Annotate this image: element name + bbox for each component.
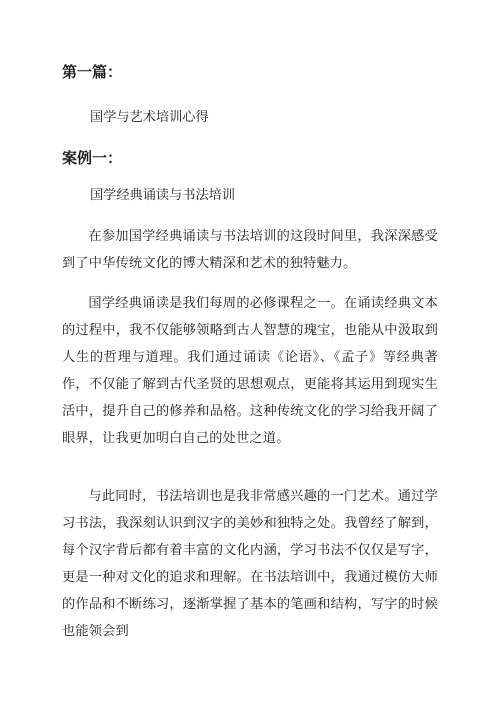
case-subtitle: 国学经典诵读与书法培训 [90, 188, 236, 203]
article-title: 国学与艺术培训心得 [90, 110, 209, 125]
case-title: 案例一： [62, 149, 123, 167]
paragraph-intro: 在参加国学经典诵读与书法培训的这段时间里，我深深感受到了中华传统文化的博大精深和艺术的独特魅力。 [62, 229, 438, 271]
paragraph-classics-reading: 国学经典诵读是我们每周的必修课程之一。在诵读经典文本的过程中，我不仅能够领略到古人智慧的瑰宝，也能从中汲取到人生的哲理与道理。我们通过诵读《论语》、《孟子》等经典著作，不仅能了解到古代圣贤的思想观点，更能将其运用到现实生活中，提升自己的修养和品格。这种传统文化的学习给我开阔了眼界，让我更加明白自己的处世之道。 [62, 296, 438, 446]
section-title: 第一篇： [62, 63, 123, 81]
paragraph-calligraphy: 与此同时，书法培训也是我非常感兴趣的一门艺术。通过学习书法，我深刻认识到汉字的美妙和独特之处。我曾经了解到，每个汉字背后都有着丰富的文化内涵，学习书法不仅仅是写字，更是一种对文化的追求和理解。在书法培训中，我通过模仿大师的作品和不断练习，逐渐掌握了基本的笔画和结构，写字的时候也能领会到 [62, 489, 438, 639]
